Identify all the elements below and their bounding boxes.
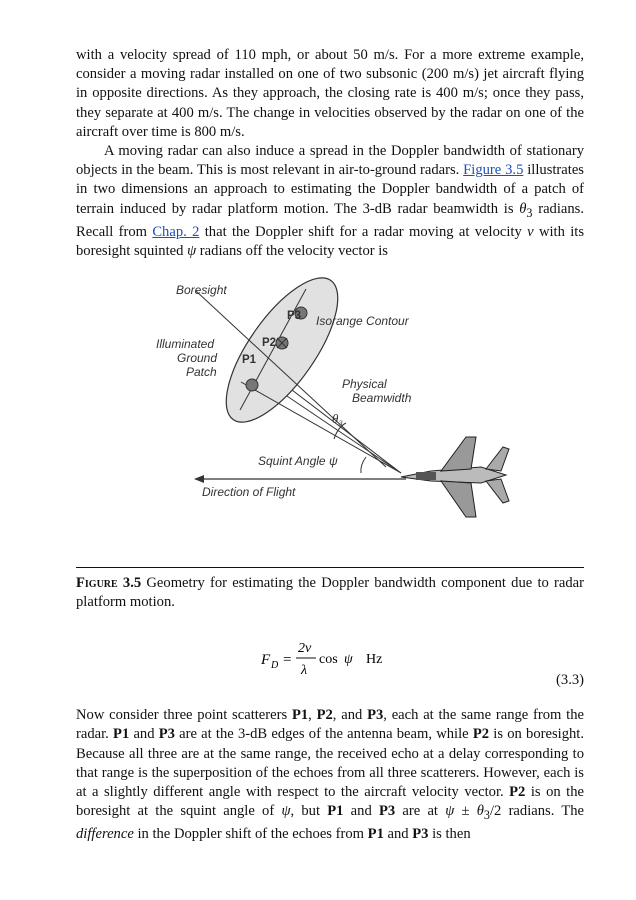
- para3-text-6: is on the boresight at the squint angle of: [76, 783, 584, 820]
- chapter-2-link[interactable]: Chap. 2: [152, 223, 200, 240]
- p1-ref: P1: [291, 707, 309, 724]
- figure-caption: [76, 567, 584, 612]
- eq-numerator: 2v: [298, 641, 312, 657]
- isorange-label: Isorange Contour: [316, 314, 409, 329]
- eq-lhs: F: [261, 652, 271, 669]
- theta-symbol: θ: [519, 200, 527, 217]
- para3-text-2: , each at the same range from the radar.: [76, 707, 584, 743]
- illuminated-label-1: Illuminated: [156, 337, 215, 352]
- theta-ref-sub: 3: [483, 808, 490, 823]
- equation-3-3: [76, 630, 584, 688]
- para2-text-1: A moving radar can also induce a spread in the Doppler bandwidth of stationary objects in the beam. This is most relevant in air-to-ground radars.: [76, 143, 584, 179]
- para3-text-8: and: [343, 803, 379, 820]
- para3-text-3: and: [129, 726, 159, 743]
- para3-text-9: are at: [395, 803, 446, 820]
- eq-psi: ψ: [344, 652, 353, 668]
- para2-text-5: with its boresight squinted: [76, 223, 585, 259]
- eq-equals: =: [283, 652, 292, 669]
- p3-ref-b: P3: [158, 726, 175, 743]
- para2-text-2: illustrates in two dimensions an approach to estimating the Doppler bandwidth of a patch of terrain induced by radar platform motion. The 3-dB radar beamwidth is: [76, 162, 584, 217]
- physical-label-2: Beamwidth: [352, 391, 412, 406]
- page-content: [76, 46, 584, 844]
- caption-label: Figure 3.5: [76, 575, 142, 592]
- p1-label: P1: [242, 354, 257, 367]
- physical-label-1: Physical: [342, 377, 387, 392]
- eq-cos: cos: [319, 652, 338, 668]
- eq-unit: Hz: [366, 652, 383, 668]
- illuminated-label-2: Ground: [177, 351, 218, 366]
- p3-ref-d: P3: [412, 826, 429, 843]
- psi-ref-1: ψ: [281, 803, 291, 820]
- equation-svg: [76, 630, 584, 688]
- para2-text-4: that the Doppler shift for a radar moving at velocity: [199, 223, 528, 240]
- aircraft-icon: [401, 437, 509, 517]
- equation-number: (3.3): [556, 672, 584, 689]
- figure-3-5: [76, 267, 584, 567]
- para3-text-1: Now consider three point scatterers: [76, 707, 292, 724]
- illuminated-label-3: Patch: [186, 365, 217, 380]
- paragraph-2: [76, 142, 584, 261]
- p2-ref: P2: [316, 707, 333, 724]
- flight-arrow-head: [194, 475, 204, 483]
- p3-label: P3: [287, 310, 302, 323]
- boresight-label: Boresight: [176, 283, 227, 298]
- theta-ref: θ: [476, 803, 484, 820]
- para2-text-6: radians off the velocity vector is: [196, 242, 388, 259]
- p3-ref: P3: [367, 707, 384, 724]
- paragraph-1: with a velocity spread of 110 mph, or about 50 m/s. For a more extreme example, consider a moving radar installed on one of two subsonic (200 m/s) jet aircraft flying in opposite directions. As they approach, the closing rate is 400 m/s; once they pass, they separate at 400 m/s. The change in velocities observed by the radar on one of the aircraft over time is 800 m/s.: [76, 47, 584, 140]
- para2-text-3: radians. Recall from: [76, 200, 584, 240]
- difference-word: difference: [76, 826, 134, 843]
- eq-lhs-sub: D: [271, 660, 279, 672]
- velocity-symbol: v: [527, 223, 534, 240]
- p3-ref-c: P3: [378, 803, 396, 820]
- caption-text: Geometry for estimating the Doppler bandwidth component due to radar platform motion.: [76, 575, 585, 611]
- para3-text-14: is then: [428, 826, 471, 843]
- p2-ref-c: P2: [509, 783, 526, 800]
- p1-ref-c: P1: [327, 803, 344, 820]
- doppler-geometry-diagram: [76, 267, 584, 567]
- theta3-label: θ₃: [332, 411, 343, 427]
- flight-label: Direction of Flight: [202, 485, 296, 500]
- p1-ref-d: P1: [367, 826, 384, 843]
- para3-text-5: is on boresight. Because all three are at the same range, the received echo at a delay corresponding to that range is the superposition of the echoes from all three scatterers. However, each is at a slightly different angle with respect to the aircraft velocity vector.: [76, 726, 584, 800]
- para3-text-7: , but: [290, 803, 328, 820]
- squint-label: Squint Angle ψ: [258, 454, 338, 469]
- scatterer-p1: [246, 379, 258, 391]
- para3-text-10: ±: [454, 803, 477, 820]
- eq-denominator: λ: [301, 663, 308, 679]
- figure-3-5-link[interactable]: Figure 3.5: [463, 162, 524, 179]
- para3-text-12: in the Doppler shift of the echoes from: [133, 826, 368, 843]
- para3-comma-2: , and: [332, 707, 368, 724]
- squint-arc: [361, 457, 366, 473]
- p1-ref-b: P1: [113, 726, 130, 743]
- para3-text-13: and: [383, 826, 413, 843]
- p2-label: P2: [262, 337, 277, 350]
- psi-ref-2: ψ: [445, 803, 455, 820]
- psi-symbol: ψ: [187, 242, 197, 259]
- p2-ref-b: P2: [472, 726, 490, 743]
- para3-text-4: are at the 3-dB edges of the antenna beam, while: [174, 726, 473, 743]
- para3-text-11: /2 radians. The: [490, 803, 585, 820]
- para3-comma-1: ,: [308, 707, 317, 724]
- theta-subscript: 3: [526, 205, 533, 220]
- paragraph-3: [76, 706, 584, 844]
